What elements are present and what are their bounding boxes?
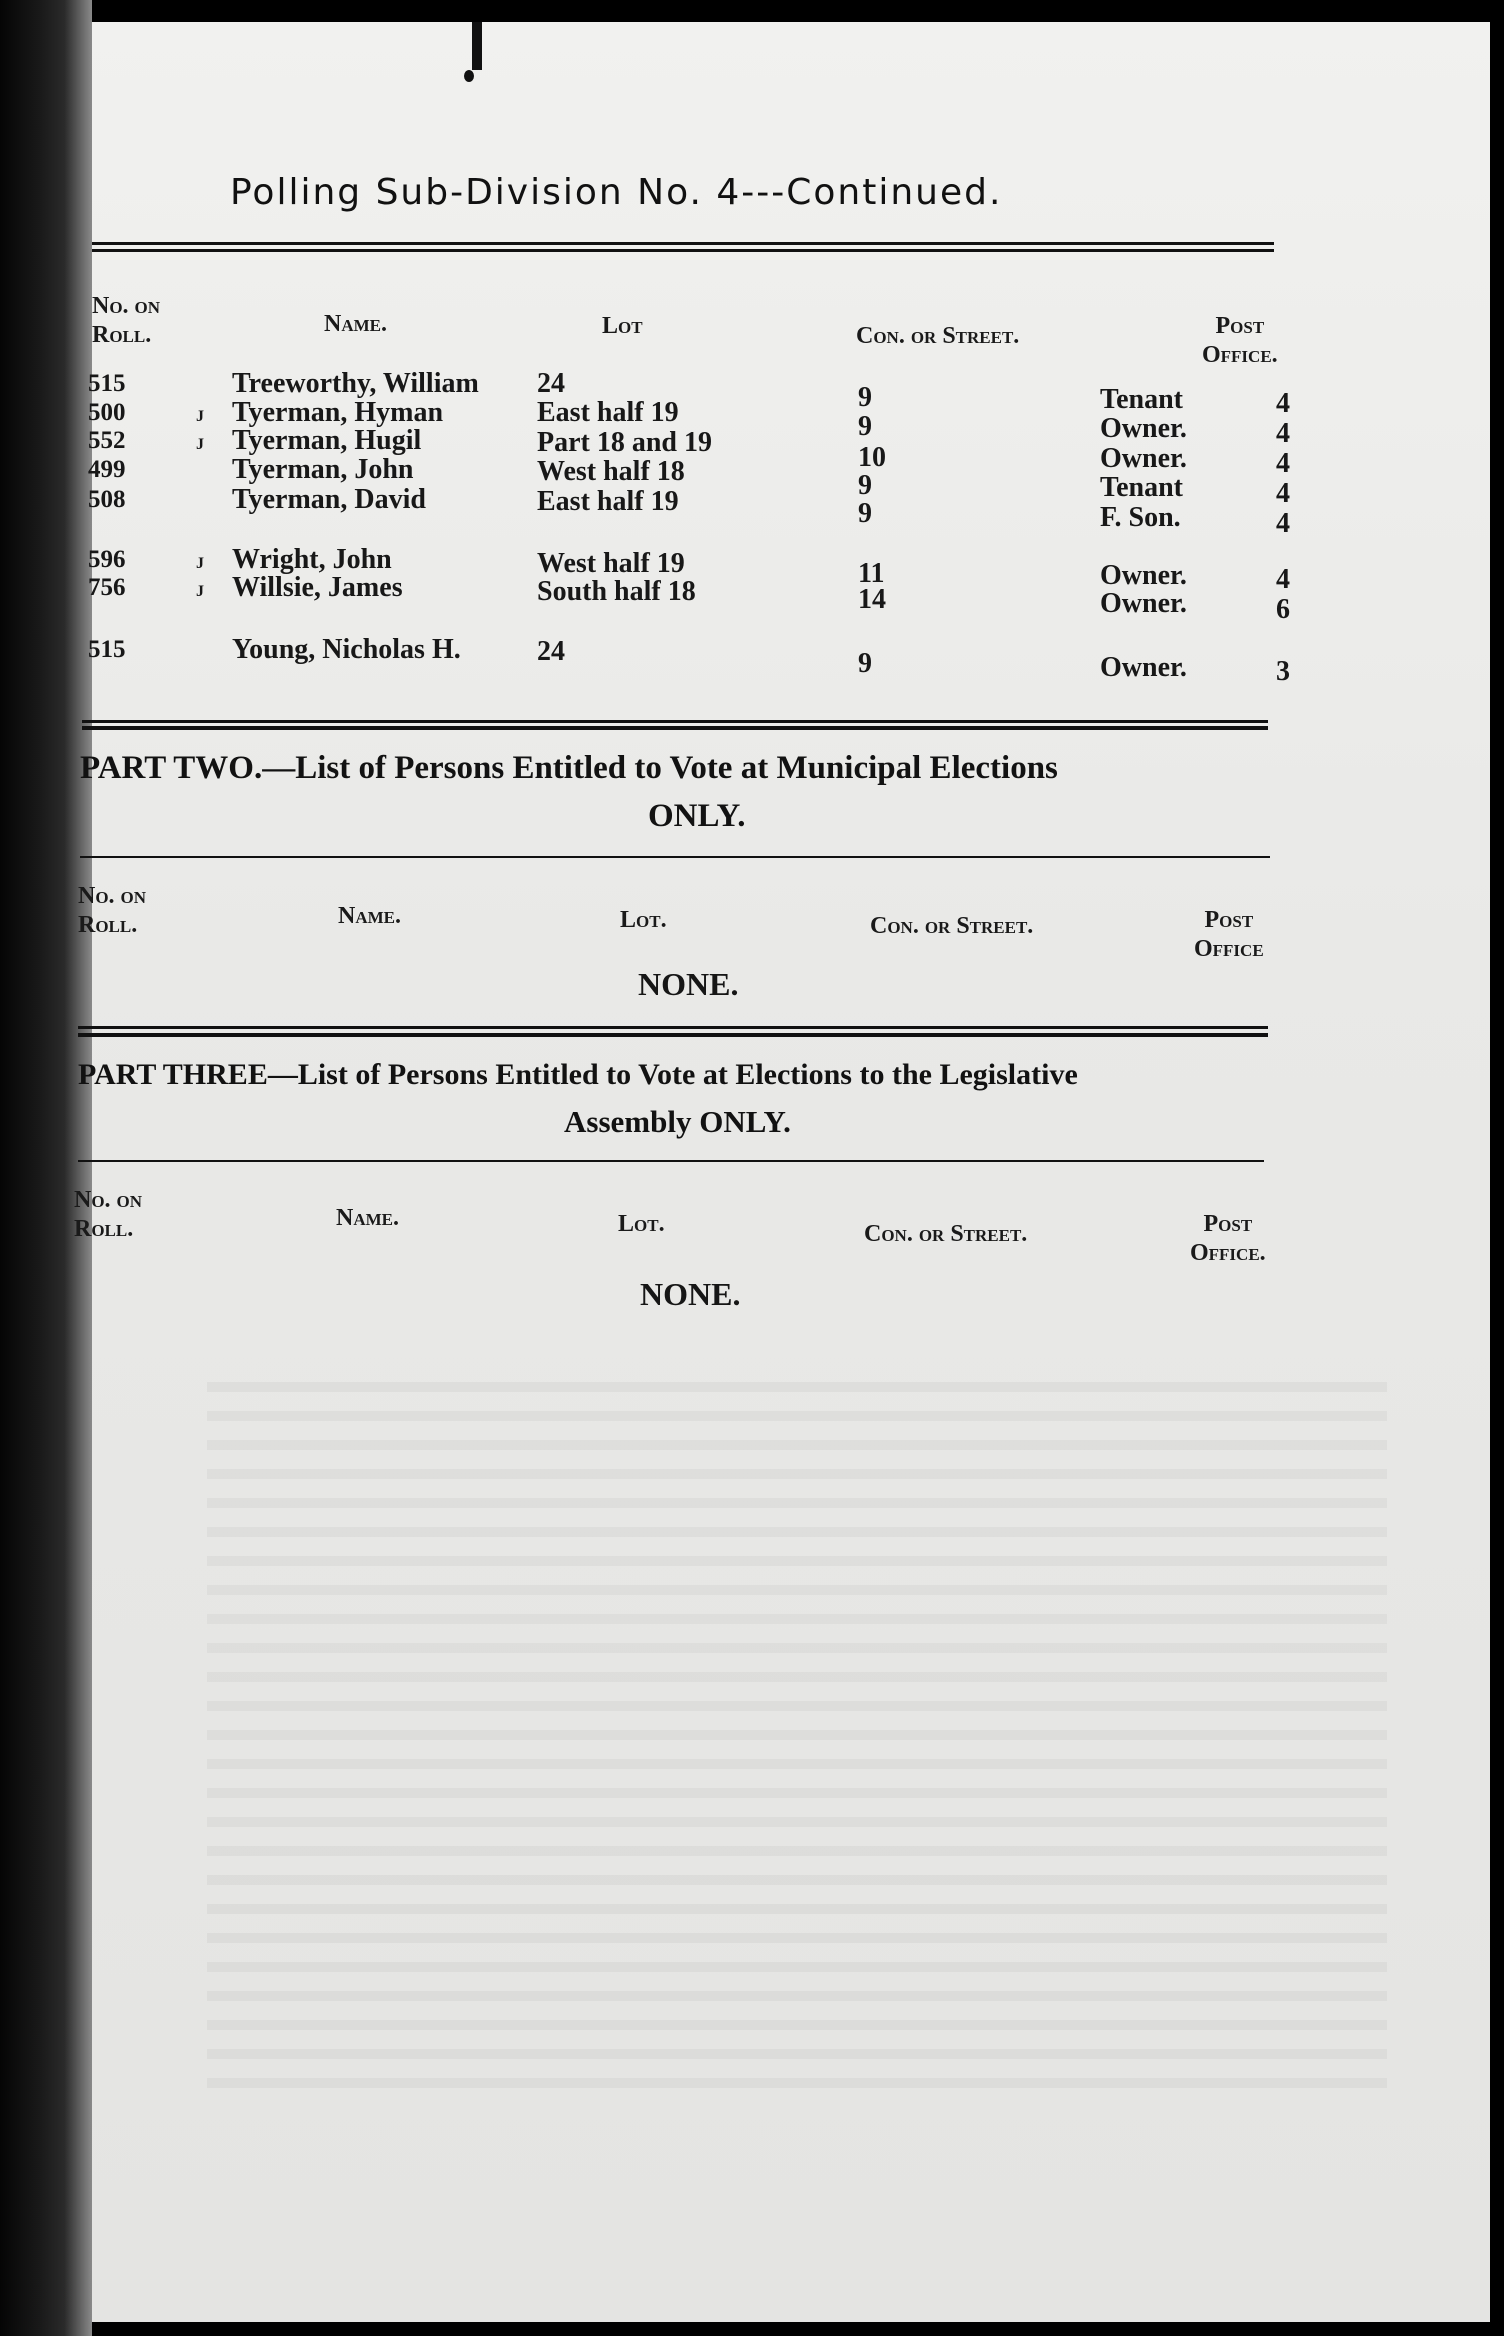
roll-number: 515	[88, 370, 126, 397]
lot: East half 19	[537, 397, 679, 428]
post-office: 4	[1276, 478, 1290, 509]
voter-status: Owner.	[1100, 443, 1187, 474]
section-rule	[78, 1160, 1264, 1162]
roll-number: 508	[88, 486, 126, 513]
ink-mark	[472, 22, 482, 70]
part-two-title-only: ONLY.	[648, 798, 746, 834]
concession: 9	[858, 470, 872, 501]
part-two-header-post-office: Post Office	[1194, 907, 1264, 962]
voter-name: Tyerman, Hyman	[232, 397, 444, 428]
part-three-title-only: Assembly ONLY.	[564, 1104, 791, 1139]
document-page	[74, 22, 1490, 2322]
part-three-title: PART THREE—List of Persons Entitled to Vote at Elections to the Legislative	[78, 1058, 1078, 1091]
section-rule	[82, 726, 1268, 730]
lot: Part 18 and 19	[537, 427, 712, 458]
section-rule	[78, 1033, 1268, 1037]
part-three-header-post-office: Post Office.	[1190, 1211, 1266, 1266]
voter-status: Owner.	[1100, 560, 1187, 591]
voter-status: Tenant	[1100, 472, 1184, 503]
roll-number: 500	[88, 399, 126, 426]
part-two-title: PART TWO.—List of Persons Entitled to Vote at Municipal Elections	[80, 750, 1058, 786]
page-title: Polling Sub-Division No. 4---Continued.	[230, 172, 1003, 213]
section-rule	[80, 856, 1270, 858]
concession: 9	[858, 411, 872, 442]
part-two-header-no-on-roll: No. on Roll.	[78, 883, 147, 938]
column-header-post-office: Post Office.	[1202, 313, 1278, 368]
voter-name: Young, Nicholas H.	[232, 634, 461, 665]
juror-mark: J	[196, 408, 204, 425]
concession: 14	[858, 584, 886, 615]
voter-status: Owner.	[1100, 652, 1187, 683]
concession: 9	[858, 648, 872, 679]
part-two-header-name: Name.	[338, 903, 401, 929]
lot: South half 18	[537, 576, 696, 607]
post-office: 4	[1276, 564, 1290, 595]
voter-name: Tyerman, John	[232, 454, 414, 485]
column-header-name: Name.	[324, 311, 387, 337]
part-two-header-con-street: Con. or Street.	[870, 913, 1034, 939]
column-header-lot: Lot	[602, 313, 643, 339]
lot: 24	[537, 636, 565, 667]
roll-number: 499	[88, 456, 126, 483]
voter-name: Willsie, James	[232, 572, 403, 603]
post-office: 4	[1276, 508, 1290, 539]
section-rule	[78, 1026, 1268, 1029]
bleed-through-text	[207, 1382, 1387, 2102]
part-three-header-lot: Lot.	[618, 1211, 665, 1237]
voter-status: Tenant	[1100, 384, 1184, 415]
part-three-none: NONE.	[640, 1276, 741, 1312]
lot: East half 19	[537, 486, 679, 517]
lot: West half 18	[537, 456, 685, 487]
post-office: 4	[1276, 388, 1290, 419]
column-header-no-on-roll: No. on Roll.	[92, 293, 161, 348]
voter-status: F. Son.	[1100, 502, 1181, 533]
voter-name: Wright, John	[232, 544, 392, 575]
voter-name: Tyerman, Hugil	[232, 425, 422, 456]
roll-number: 596	[88, 546, 126, 573]
column-header-con-street: Con. or Street.	[856, 323, 1020, 349]
post-office: 3	[1276, 656, 1290, 687]
header-rule	[92, 242, 1274, 245]
roll-number: 552	[88, 427, 126, 454]
part-three-header-no-on-roll: No. on Roll.	[74, 1187, 143, 1242]
part-two-none: NONE.	[638, 966, 739, 1002]
part-three-header-name: Name.	[336, 1205, 399, 1231]
post-office: 4	[1276, 418, 1290, 449]
concession: 10	[858, 442, 886, 473]
voter-status: Owner.	[1100, 413, 1187, 444]
concession: 9	[858, 382, 872, 413]
voter-name: Treeworthy, William	[232, 368, 479, 399]
concession: 11	[858, 558, 885, 589]
post-office: 4	[1276, 448, 1290, 479]
part-two-header-lot: Lot.	[620, 907, 667, 933]
ink-mark	[464, 70, 474, 82]
section-rule	[82, 720, 1268, 723]
roll-number: 756	[88, 574, 126, 601]
book-binding-shadow	[0, 0, 92, 2336]
lot: West half 19	[537, 548, 685, 579]
header-rule	[92, 249, 1274, 252]
concession: 9	[858, 498, 872, 529]
juror-mark: J	[196, 436, 204, 453]
voter-name: Tyerman, David	[232, 484, 426, 515]
roll-number: 515	[88, 636, 126, 663]
post-office: 6	[1276, 594, 1290, 625]
lot: 24	[537, 368, 565, 399]
juror-mark: J	[196, 555, 204, 572]
voter-status: Owner.	[1100, 588, 1187, 619]
part-three-header-con-street: Con. or Street.	[864, 1221, 1028, 1247]
juror-mark: J	[196, 583, 204, 600]
